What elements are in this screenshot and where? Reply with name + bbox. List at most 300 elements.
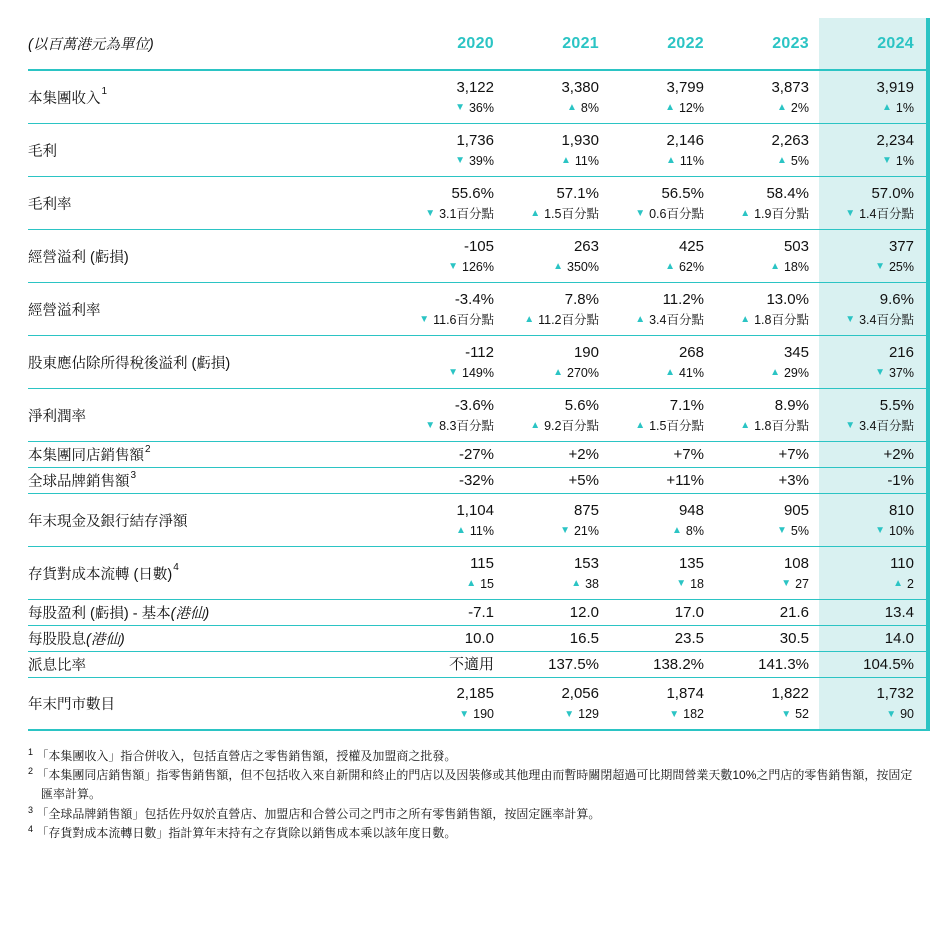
value-cell (819, 494, 930, 546)
metric-value: 13.0% (766, 290, 809, 308)
metric-value: -3.6% (454, 396, 494, 414)
change-text: 129 (578, 707, 599, 722)
metric-value: 3,122 (456, 78, 494, 96)
value-cell (398, 678, 504, 729)
value-cell (398, 124, 504, 176)
metric-change (455, 102, 494, 115)
up-arrow-icon: ▲ (567, 102, 577, 113)
value-cell (504, 336, 609, 388)
change-text: 18 (690, 576, 704, 591)
change-text: 11% (679, 153, 704, 168)
metric-change (564, 708, 599, 721)
metric-value: 23.5 (674, 630, 704, 647)
metric-value: 1,732 (876, 685, 914, 703)
metric-change (676, 578, 704, 591)
metric-change (893, 578, 914, 591)
up-arrow-icon: ▲ (666, 155, 676, 166)
up-arrow-icon: ▲ (882, 102, 892, 113)
value-cell (504, 230, 609, 282)
metric-value: 948 (678, 501, 704, 519)
metric-change (882, 102, 914, 115)
metric-change (777, 155, 809, 168)
metric-change (882, 155, 914, 168)
metric-value: 503 (783, 237, 809, 255)
footnote-marker: 4 (173, 562, 179, 573)
metric-value: 7.8% (564, 290, 599, 308)
down-arrow-icon: ▼ (425, 420, 436, 431)
down-arrow-icon: ▼ (781, 578, 792, 589)
metric-value: 21.6 (779, 604, 809, 621)
row-label-text: 經營溢利 (虧損) (28, 249, 129, 266)
metric-change (456, 525, 494, 538)
value-cell (504, 468, 609, 493)
financial-highlights-table (28, 18, 930, 731)
metric-value: 905 (783, 501, 809, 519)
change-text: 8% (685, 523, 704, 538)
change-text: 3.1百分點 (439, 206, 494, 221)
metric-value: 7.1% (669, 396, 704, 414)
metric-change (553, 367, 599, 380)
row-label-text: 年末現金及銀行結存淨額 (28, 513, 188, 530)
up-arrow-icon: ▲ (635, 420, 646, 431)
metric-value: 135 (678, 554, 704, 572)
change-text: 1.9百分點 (754, 206, 809, 221)
metric-change (561, 155, 599, 168)
footnote: $^2$ 「本集團同店銷售額」指零售銷售額，但不包括收入來自新開和終止的門店以及因裝修或其他理由而暫時關閉超過可比期間營業天數10%之門店的零售銷售額，按固定匯率計算。 (28, 766, 913, 802)
value-cell (504, 389, 609, 441)
metric-value: 5.5% (879, 396, 914, 414)
value-cell (504, 124, 609, 176)
footnote: $^3$ 「全球品牌銷售額」包括佐丹奴於直營店、加盟店和合營公司之門市之所有零售銷售額，按固定匯率計算。 (28, 804, 601, 821)
row-label-text: 每股股息 (28, 632, 86, 648)
value-cell (819, 547, 930, 599)
value-cell (819, 389, 930, 441)
metric-value: +7% (778, 446, 809, 463)
metric-value: 810 (888, 501, 914, 519)
value-cell (609, 389, 714, 441)
metric-change (740, 420, 809, 433)
value-cell (504, 600, 609, 625)
footnotes (28, 747, 916, 843)
value-cell (398, 626, 504, 651)
row-label-text: 派息比率 (28, 658, 86, 674)
value-cell (609, 177, 714, 229)
metric-value: 2,146 (666, 131, 704, 149)
metric-value: 104.5% (863, 656, 914, 673)
metric-value: 1,736 (456, 131, 494, 149)
footnote-number: 1 (28, 747, 34, 757)
metric-value: 14.0 (884, 630, 914, 647)
up-arrow-icon: ▲ (770, 367, 780, 378)
up-arrow-icon: ▲ (770, 261, 780, 272)
up-arrow-icon: ▲ (740, 314, 751, 325)
down-arrow-icon: ▼ (448, 367, 459, 378)
change-text: 39% (468, 153, 494, 168)
metric-change (425, 208, 494, 221)
metric-change (845, 420, 914, 433)
down-arrow-icon: ▼ (781, 708, 792, 720)
change-text: 25% (888, 259, 914, 274)
change-text: 18% (783, 259, 809, 274)
metric-value: +2% (883, 446, 914, 463)
metric-value: 137.5% (548, 656, 599, 673)
up-arrow-icon: ▲ (524, 314, 535, 325)
value-cell (504, 547, 609, 599)
metric-value: 190 (573, 343, 599, 361)
row-label-text: 毛利 (28, 143, 57, 160)
metric-value: +3% (778, 472, 809, 489)
metric-value: -1% (887, 472, 914, 489)
table-row (28, 442, 930, 468)
metric-change (770, 261, 809, 274)
down-arrow-icon: ▼ (845, 208, 856, 219)
metric-value: 1,930 (561, 131, 599, 149)
metric-change (770, 367, 809, 380)
metric-value: 268 (678, 343, 704, 361)
metric-change (781, 578, 809, 591)
row-label-text: 本集團收入 (28, 90, 101, 107)
footnote-marker: 2 (145, 443, 151, 455)
value-cell (609, 600, 714, 625)
metric-value: -32% (458, 472, 494, 489)
value-cell (819, 124, 930, 176)
value-cell (819, 468, 930, 493)
change-text: 0.6百分點 (649, 206, 704, 221)
metric-value: 57.1% (556, 184, 599, 202)
metric-change (666, 155, 704, 168)
metric-value: -27% (458, 446, 494, 463)
change-text: 1.4百分點 (859, 206, 914, 221)
value-cell (398, 336, 504, 388)
change-text: 1% (895, 100, 914, 115)
table-row (28, 494, 930, 547)
change-text: 29% (783, 365, 809, 380)
row-label (28, 652, 398, 677)
metric-value: 30.5 (779, 630, 809, 647)
up-arrow-icon: ▲ (777, 102, 787, 113)
row-label (28, 124, 398, 176)
change-text: 11% (469, 523, 494, 538)
row-label (28, 494, 398, 546)
metric-value: 58.4% (766, 184, 809, 202)
change-text: 1.5百分點 (649, 418, 704, 433)
value-cell (504, 494, 609, 546)
down-arrow-icon: ▼ (560, 525, 570, 536)
value-cell (609, 626, 714, 651)
metric-value: 153 (573, 554, 599, 572)
metric-value: -7.1 (468, 604, 494, 621)
up-arrow-icon: ▲ (740, 208, 751, 219)
value-cell (714, 442, 819, 467)
change-text: 182 (683, 707, 704, 722)
value-cell (609, 124, 714, 176)
down-arrow-icon: ▼ (455, 155, 465, 166)
row-label-text: 淨利潤率 (28, 408, 86, 425)
change-text: 36% (468, 100, 494, 115)
metric-value: 3,380 (561, 78, 599, 96)
value-cell (504, 442, 609, 467)
change-text: 38 (585, 576, 599, 591)
down-arrow-icon: ▼ (882, 155, 892, 166)
metric-value: +11% (666, 472, 704, 489)
year-header-2024: 2024 (819, 18, 930, 69)
change-text: 9.2百分點 (544, 418, 599, 433)
change-text: 8% (580, 100, 599, 115)
metric-value: 17.0 (674, 604, 704, 621)
metric-value: 2,234 (876, 131, 914, 149)
value-cell (398, 389, 504, 441)
down-arrow-icon: ▼ (419, 314, 430, 325)
change-text: 27 (795, 576, 809, 591)
metric-value: 141.3% (758, 656, 809, 673)
metric-change (571, 578, 599, 591)
metric-value: 不適用 (448, 656, 494, 673)
value-cell (609, 547, 714, 599)
up-arrow-icon: ▲ (553, 261, 564, 272)
change-text: 1.5百分點 (544, 206, 599, 221)
row-label (28, 230, 398, 282)
metric-change (665, 102, 704, 115)
metric-value: -112 (465, 343, 494, 361)
down-arrow-icon: ▼ (676, 578, 687, 589)
change-text: 5% (790, 153, 809, 168)
metric-value: 13.4 (884, 604, 914, 621)
change-text: 11.2百分點 (538, 312, 599, 327)
value-cell (714, 626, 819, 651)
metric-change (669, 708, 704, 721)
row-label (28, 177, 398, 229)
metric-change (845, 208, 914, 221)
value-cell (819, 177, 930, 229)
row-label (28, 283, 398, 335)
value-cell (714, 600, 819, 625)
change-text: 12% (678, 100, 704, 115)
change-text: 149% (462, 365, 494, 380)
value-cell (819, 626, 930, 651)
up-arrow-icon: ▲ (672, 525, 682, 536)
metric-change (781, 708, 809, 721)
row-label-text: 全球品牌銷售額 (28, 474, 130, 490)
metric-change (845, 314, 914, 327)
change-text: 270% (567, 365, 599, 380)
change-text: 1.8百分點 (754, 312, 809, 327)
value-cell (819, 71, 930, 123)
value-cell (504, 71, 609, 123)
metric-value: 5.6% (564, 396, 599, 414)
metric-change (777, 102, 809, 115)
value-cell (819, 230, 930, 282)
metric-value: 216 (888, 343, 914, 361)
footnote-number: 2 (28, 766, 34, 777)
metric-value: +5% (568, 472, 599, 489)
metric-value: 12.0 (569, 604, 599, 621)
row-label (28, 600, 398, 625)
value-cell (504, 678, 609, 729)
down-arrow-icon: ▼ (459, 708, 470, 720)
value-cell (398, 600, 504, 625)
metric-value: 11.2% (662, 290, 704, 308)
value-cell (819, 600, 930, 625)
up-arrow-icon: ▲ (530, 420, 541, 431)
value-cell (398, 652, 504, 677)
metric-value: 138.2% (653, 656, 704, 673)
row-label-unit: (港仙) (170, 606, 210, 622)
value-cell (609, 442, 714, 467)
value-cell (398, 177, 504, 229)
down-arrow-icon: ▼ (455, 102, 465, 113)
footnote-marker: 3 (130, 469, 137, 481)
metric-change (459, 708, 494, 721)
row-label (28, 678, 398, 729)
metric-change (530, 208, 599, 221)
down-arrow-icon: ▼ (886, 708, 897, 720)
value-cell (398, 442, 504, 467)
change-text: 8.3百分點 (439, 418, 494, 433)
row-label-text: 每股盈利 (虧損) - 基本 (28, 606, 171, 622)
metric-value: 1,104 (456, 501, 494, 519)
metric-value: 57.0% (871, 184, 914, 202)
metric-value: 10.0 (464, 630, 494, 647)
value-cell (714, 71, 819, 123)
metric-change (466, 578, 494, 591)
table-row (28, 600, 930, 626)
change-text: 15 (480, 576, 494, 591)
up-arrow-icon: ▲ (553, 367, 564, 378)
value-cell (398, 494, 504, 546)
value-cell (398, 547, 504, 599)
metric-value: 55.6% (451, 184, 494, 202)
table-body (28, 71, 930, 731)
metric-change (635, 420, 704, 433)
metric-value: 345 (783, 343, 809, 361)
change-text: 5% (790, 523, 809, 538)
down-arrow-icon: ▼ (635, 208, 646, 219)
metric-value: 875 (573, 501, 599, 519)
footnote-number: 4 (28, 823, 34, 834)
change-text: 1.8百分點 (754, 418, 809, 433)
metric-value: 1,822 (771, 685, 809, 703)
row-label-text: 毛利率 (28, 196, 72, 213)
value-cell (714, 494, 819, 546)
change-text: 3.4百分點 (649, 312, 704, 327)
value-cell (398, 468, 504, 493)
metric-value: -3.4% (454, 290, 494, 308)
value-cell (714, 283, 819, 335)
metric-change (524, 314, 599, 327)
table-row (28, 336, 930, 389)
table-row (28, 230, 930, 283)
down-arrow-icon: ▼ (845, 314, 856, 325)
value-cell (714, 389, 819, 441)
row-label (28, 468, 398, 493)
value-cell (714, 336, 819, 388)
value-cell (504, 283, 609, 335)
metric-value: 3,919 (876, 78, 914, 96)
metric-value: 16.5 (569, 630, 599, 647)
value-cell (714, 230, 819, 282)
change-text: 11.6百分點 (433, 312, 494, 327)
metric-change (665, 367, 704, 380)
metric-value: 110 (890, 554, 914, 572)
up-arrow-icon: ▲ (456, 525, 466, 536)
value-cell (714, 547, 819, 599)
table-row (28, 124, 930, 177)
value-cell (504, 177, 609, 229)
metric-value: -105 (463, 237, 494, 255)
down-arrow-icon: ▼ (875, 525, 885, 536)
metric-value: +2% (568, 446, 599, 463)
value-cell (504, 652, 609, 677)
up-arrow-icon: ▲ (665, 261, 675, 272)
up-arrow-icon: ▲ (665, 367, 675, 378)
change-text: 10% (888, 523, 914, 538)
metric-value: 56.5% (661, 184, 704, 202)
footnote: $^1$ 「本集團收入」指合併收入，包括直營店之零售銷售額，授權及加盟商之批發。 (28, 747, 457, 763)
year-header-2021: 2021 (562, 34, 599, 52)
metric-change (886, 708, 914, 721)
value-cell (504, 626, 609, 651)
metric-value: 3,873 (771, 78, 809, 96)
change-text: 1% (895, 153, 914, 168)
metric-change (553, 261, 599, 274)
metric-value: 8.9% (774, 396, 809, 414)
up-arrow-icon: ▲ (635, 314, 646, 325)
up-arrow-icon: ▲ (665, 102, 675, 113)
metric-change (635, 314, 704, 327)
metric-value: 425 (678, 237, 704, 255)
value-cell (714, 652, 819, 677)
table-row (28, 283, 930, 336)
up-arrow-icon: ▲ (466, 578, 477, 589)
table-row (28, 678, 930, 731)
metric-change (875, 367, 914, 380)
value-cell (819, 336, 930, 388)
change-text: 350% (567, 259, 599, 274)
value-cell (609, 652, 714, 677)
metric-value: 2,263 (771, 131, 809, 149)
metric-change (425, 420, 494, 433)
value-cell (819, 652, 930, 677)
value-cell (819, 283, 930, 335)
row-label-text: 本集團同店銷售額 (28, 448, 144, 464)
change-text: 3.4百分點 (859, 312, 914, 327)
row-label (28, 626, 398, 651)
change-text: 2 (907, 576, 914, 591)
unit-label: (以百萬港元為單位) (28, 37, 154, 53)
row-label-text: 股東應佔除所得稅後溢利 (虧損) (28, 355, 231, 372)
value-cell (609, 494, 714, 546)
metric-change (530, 420, 599, 433)
down-arrow-icon: ▼ (448, 261, 459, 272)
metric-value: 108 (783, 554, 809, 572)
value-cell (398, 283, 504, 335)
table-header-row (28, 18, 930, 71)
row-label-text: 年末門市數目 (28, 697, 115, 713)
up-arrow-icon: ▲ (893, 578, 904, 589)
value-cell (609, 468, 714, 493)
footnote: $^4$ 「存貨對成本流轉日數」指計算年末持有之存貨除以銷售成本乘以該年度日數。 (28, 823, 457, 840)
metric-value: 2,185 (456, 685, 494, 703)
row-label (28, 442, 398, 467)
value-cell (609, 71, 714, 123)
up-arrow-icon: ▲ (740, 420, 751, 431)
metric-change (875, 261, 914, 274)
change-text: 11% (574, 153, 599, 168)
metric-change (672, 525, 704, 538)
table-row (28, 626, 930, 652)
footnote-marker: 1 (101, 86, 108, 97)
footnote-number: 3 (28, 804, 34, 815)
